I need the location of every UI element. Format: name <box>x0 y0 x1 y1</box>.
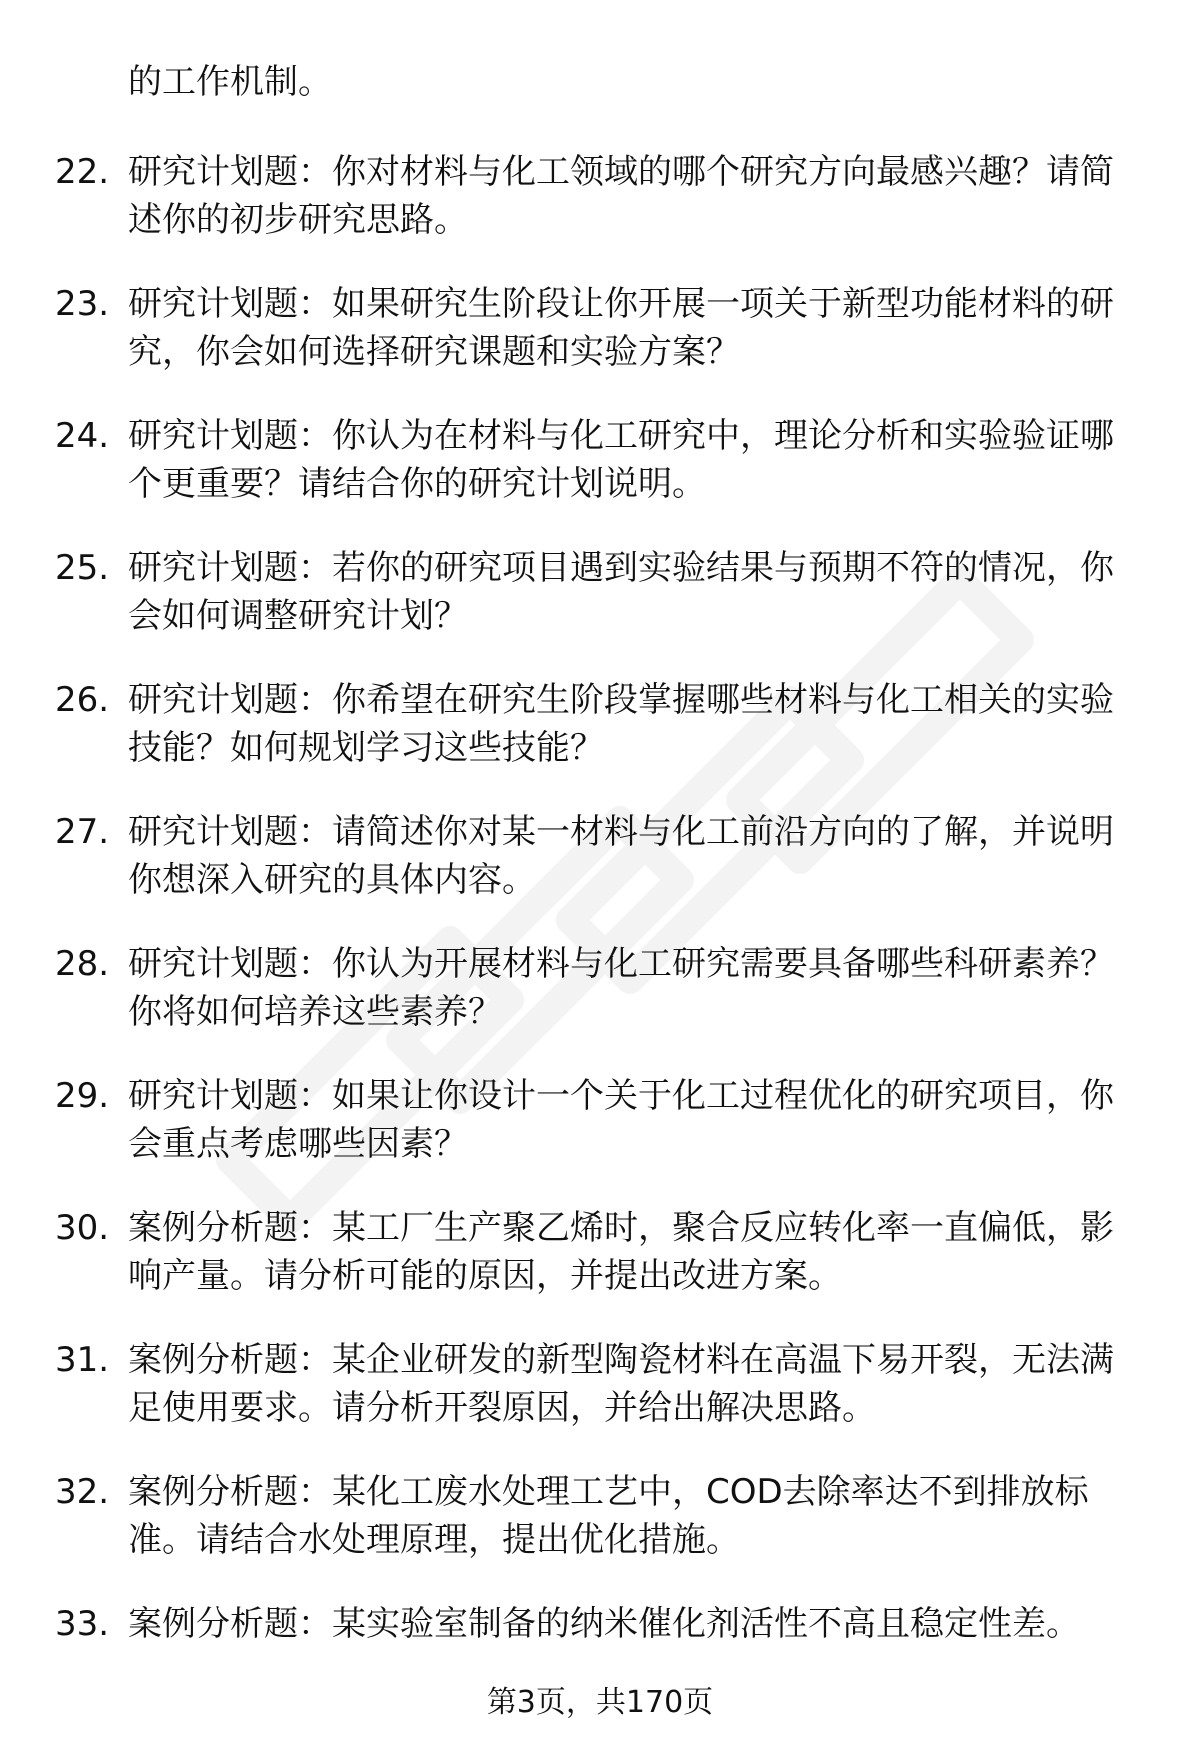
question-text: 案例分析题：某实验室制备的纳米催化剂活性不高且稳定性差。 <box>128 1604 1080 1644</box>
question-item <box>0 280 1200 412</box>
question-item <box>0 412 1200 544</box>
question-number: 25. <box>55 548 110 588</box>
question-number: 31. <box>55 1340 110 1380</box>
continuation-text: 的工作机制。 <box>128 62 332 102</box>
question-number: 32. <box>55 1472 110 1512</box>
question-text: 研究计划题：请简述你对某一材料与化工前沿方向的了解，并说明你想深入研究的具体内容。 <box>128 812 1114 900</box>
question-number: 24. <box>55 416 110 456</box>
question-text: 研究计划题：你对材料与化工领域的哪个研究方向最感兴趣？请简述你的初步研究思路。 <box>128 152 1114 240</box>
question-text: 案例分析题：某企业研发的新型陶瓷材料在高温下易开裂，无法满足使用要求。请分析开裂原因，并给出解决思路。 <box>128 1340 1114 1428</box>
question-text: 研究计划题：若你的研究项目遇到实验结果与预期不符的情况，你会如何调整研究计划？ <box>128 548 1114 636</box>
question-text: 研究计划题：你希望在研究生阶段掌握哪些材料与化工相关的实验技能？如何规划学习这些技能？ <box>128 680 1114 768</box>
question-item <box>0 1204 1200 1336</box>
question-item <box>0 1468 1200 1600</box>
question-text: 案例分析题：某化工废水处理工艺中，COD去除率达不到排放标准。请结合水处理原理，提出优化措施。 <box>128 1472 1089 1560</box>
question-item <box>0 940 1200 1072</box>
question-number: 29. <box>55 1076 110 1116</box>
question-item <box>0 1336 1200 1468</box>
question-list <box>0 148 1200 1732</box>
question-text: 研究计划题：你认为在材料与化工研究中，理论分析和实验验证哪个更重要？请结合你的研究计划说明。 <box>128 416 1114 504</box>
question-text: 研究计划题：你认为开展材料与化工研究需要具备哪些科研素养？你将如何培养这些素养？ <box>128 944 1114 1032</box>
question-number: 28. <box>55 944 110 984</box>
question-number: 26. <box>55 680 110 720</box>
question-number: 22. <box>55 152 110 192</box>
question-number: 33. <box>55 1604 110 1644</box>
question-number: 30. <box>55 1208 110 1248</box>
question-text: 研究计划题：如果研究生阶段让你开展一项关于新型功能材料的研究，你会如何选择研究课题和实验方案？ <box>128 284 1114 372</box>
question-item <box>0 544 1200 676</box>
question-item <box>0 1072 1200 1204</box>
question-item <box>0 148 1200 280</box>
question-text: 研究计划题：如果让你设计一个关于化工过程优化的研究项目，你会重点考虑哪些因素？ <box>128 1076 1114 1164</box>
question-item <box>0 808 1200 940</box>
question-number: 23. <box>55 284 110 324</box>
question-number: 27. <box>55 812 110 852</box>
question-text: 案例分析题：某工厂生产聚乙烯时，聚合反应转化率一直偏低，影响产量。请分析可能的原因，并提出改进方案。 <box>128 1208 1114 1296</box>
page-footer: 第3页，共170页 <box>486 1685 714 1720</box>
question-item <box>0 676 1200 808</box>
